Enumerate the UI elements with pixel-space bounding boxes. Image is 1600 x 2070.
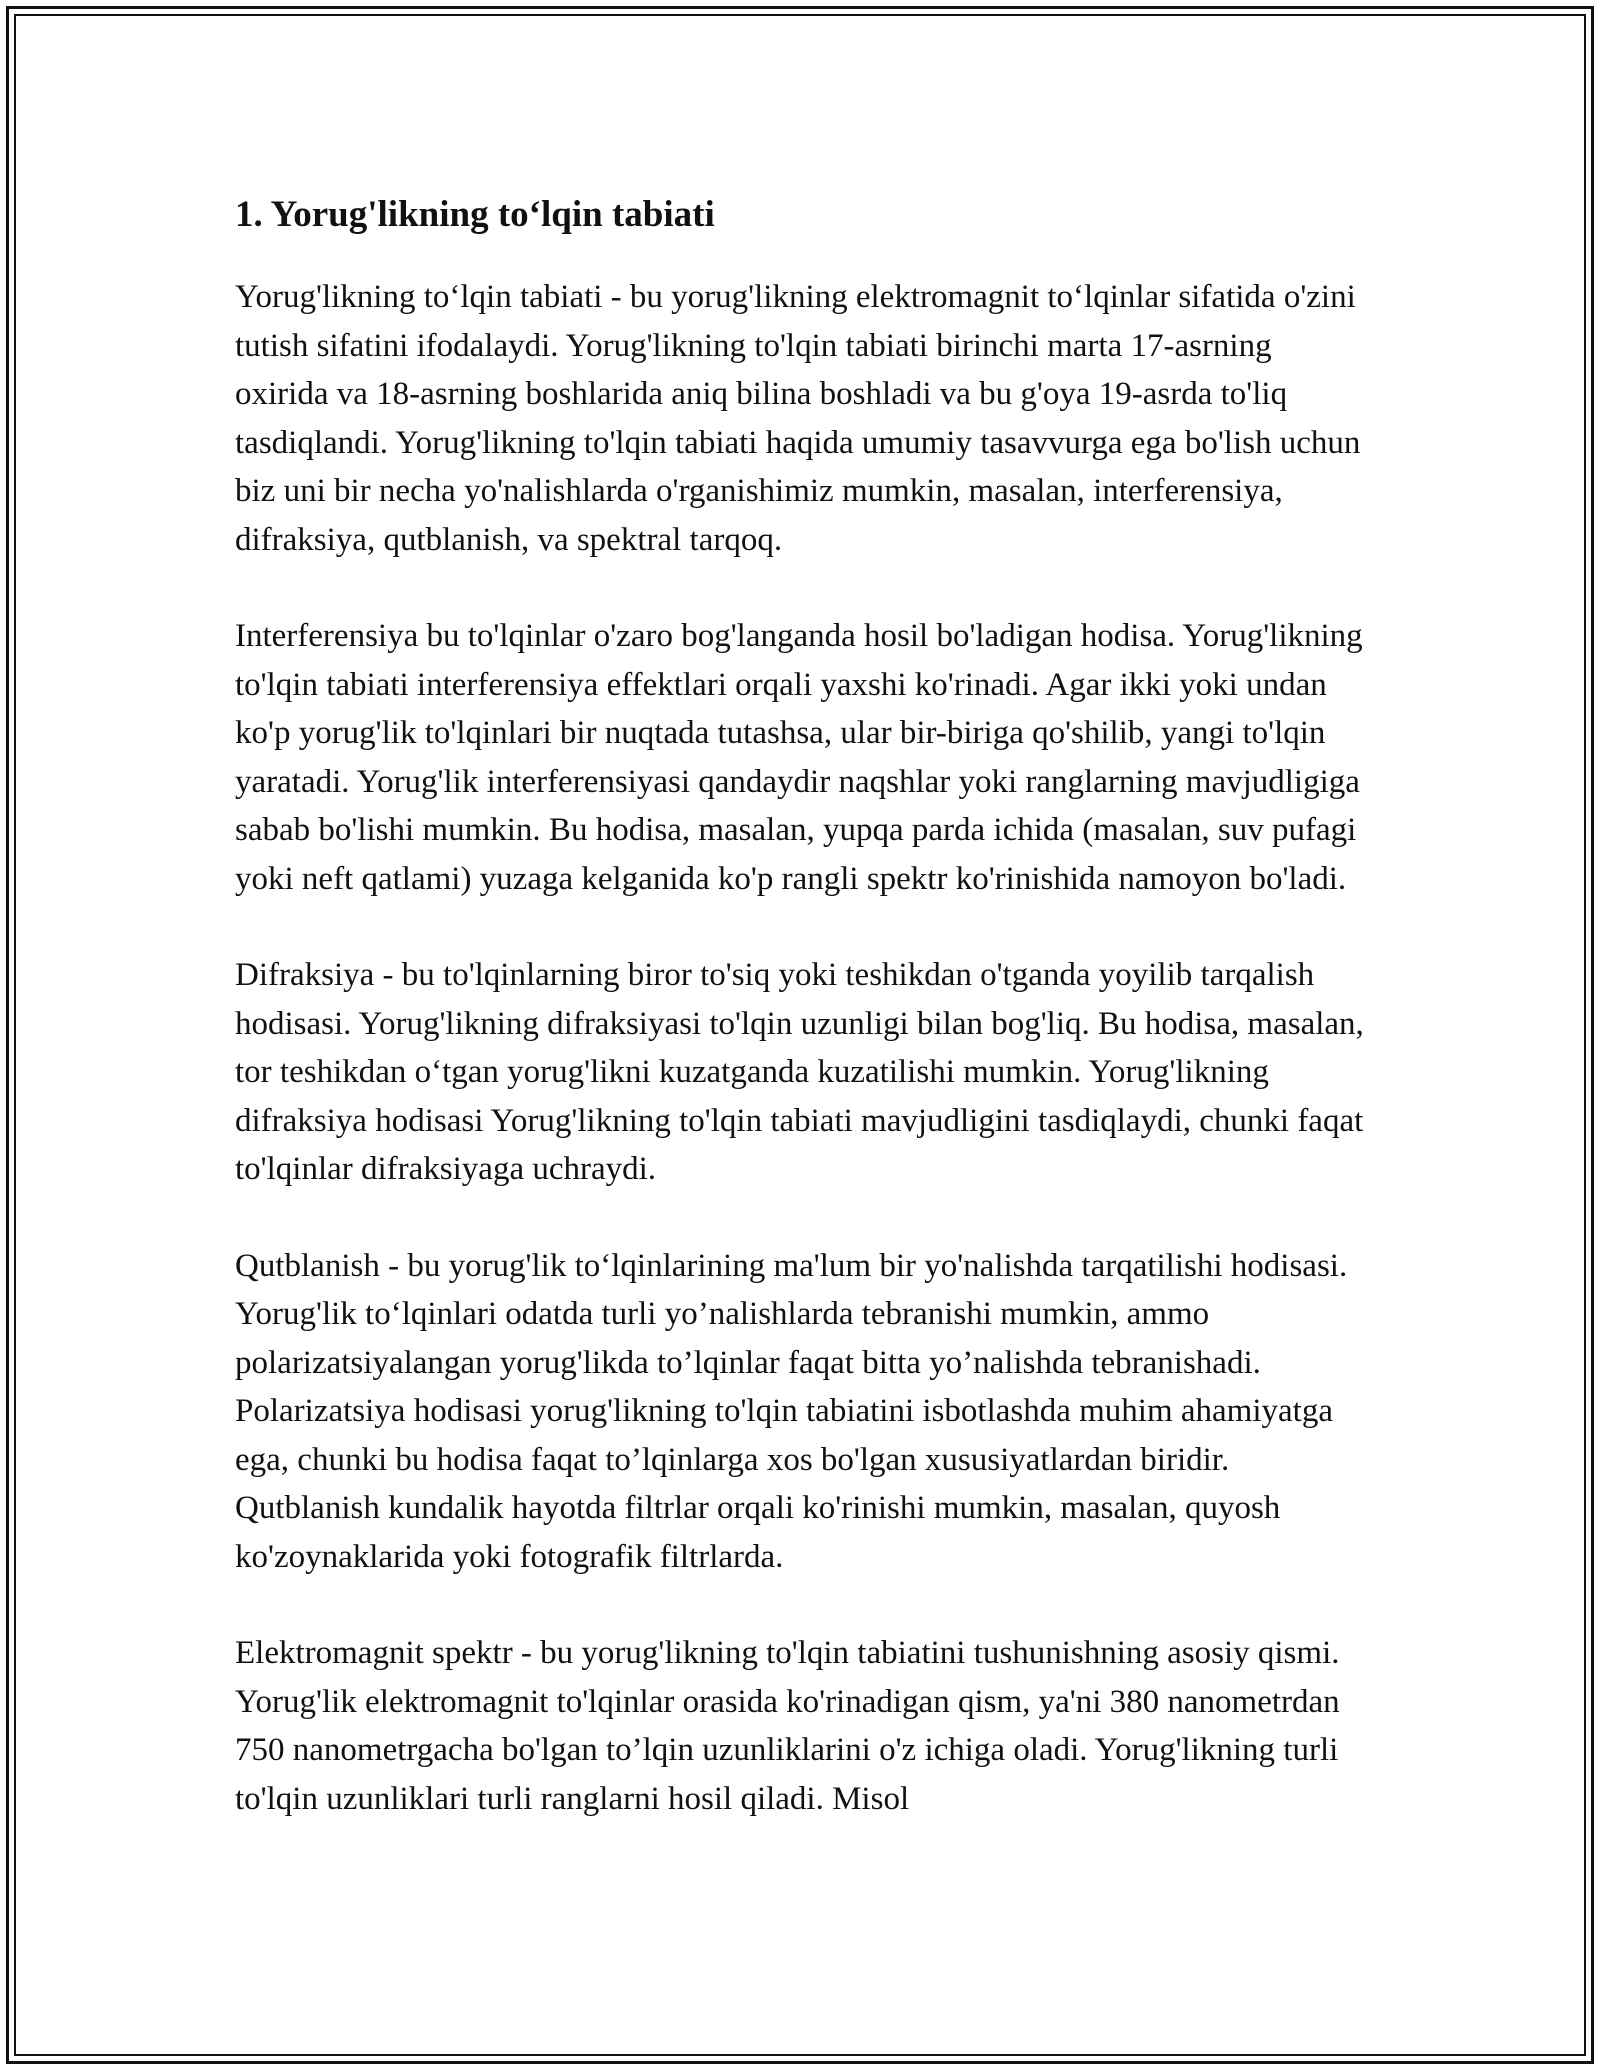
section-heading: 1. Yorug'likning to‘lqin tabiati	[235, 194, 715, 235]
paragraph-polarization: Qutblanish - bu yorug'lik to‘lqinlarining ma'lum bir yo'nalishda tarqatilishi hodisasi. Yorug'lik to‘lqinlari odatda turli yo’nalishlarda tebranishi mumkin, ammo polarizatsiyalangan yorug'likda to’lqinlar faqat bitta yo’nalishda tebranishadi. Polarizatsiya hodisasi yorug'likning to'lqin tabiatini isbotlashda muhim ahamiyatga ega, chunki bu hodisa faqat to’lqinlarga xos bo'lgan xususiyatlardan biridir. Qutblanish kundalik hayotda filtrlar orqali ko'rinishi mumkin, masalan, quyosh ko'zoynaklarida yoki fotografik filtrlarda.	[235, 1247, 1348, 1575]
document-body	[235, 185, 1370, 1871]
paragraph-intro: Yorug'likning to‘lqin tabiati - bu yorug'likning elektromagnit to‘lqinlar sifatida o'zini tutish sifatini ifodalaydi. Yorug'likning to'lqin tabiati birinchi marta 17-asrning oxirida va 18-asrning boshlarida aniq bilina boshladi va bu g'oya 19-asrda to'liq tasdiqlandi. Yorug'likning to'lqin tabiati haqida umumiy tasavvurga ega bo'lish uchun biz uni bir necha yo'nalishlarda o'rganishimiz mumkin, masalan, interferensiya, difraksiya, qutblanish, va spektral tarqoq.	[235, 279, 1361, 558]
paragraph-interference: Interferensiya bu to'lqinlar o'zaro bog'langanda hosil bo'ladigan hodisa. Yorug'likning to'lqin tabiati interferensiya effektlari orqali yaxshi ko'rinadi. Agar ikki yoki undan ko'p yorug'lik to'lqinlari bir nuqtada tutashsa, ular bir-biriga qo'shilib, yangi to'lqin yaratadi. Yorug'lik interferensiyasi qandaydir naqshlar yoki ranglarning mavjudligiga sabab bo'lishi mumkin. Bu hodisa, masalan, yupqa parda ichida (masalan, suv pufagi yoki neft qatlami) yuzaga kelganida ko'p rangli spektr ko'rinishida namoyon bo'ladi.	[235, 618, 1363, 897]
paragraph-diffraction: Difraksiya - bu to'lqinlarning biror to'siq yoki teshikdan o'tganda yoyilib tarqalish hodisasi. Yorug'likning difraksiyasi to'lqin uzunligi bilan bog'liq. Bu hodisa, masalan, tor teshikdan o‘tgan yorug'likni kuzatganda kuzatilishi mumkin. Yorug'likning difraksiya hodisasi Yorug'likning to'lqin tabiati mavjudligini tasdiqlaydi, chunki faqat to'lqinlar difraksiyaga uchraydi.	[235, 957, 1364, 1187]
paragraph-spectrum: Elektromagnit spektr - bu yorug'likning to'lqin tabiatini tushunishning asosiy qismi. Yorug'lik elektromagnit to'lqinlar orasida ko'rinadigan qism, ya'ni 380 nanometrdan 750 nanometrgacha bo'lgan to’lqin uzunliklarini o'z ichiga oladi. Yorug'likning turli to'lqin uzunliklari turli ranglarni hosil qiladi. Misol	[235, 1635, 1340, 1817]
